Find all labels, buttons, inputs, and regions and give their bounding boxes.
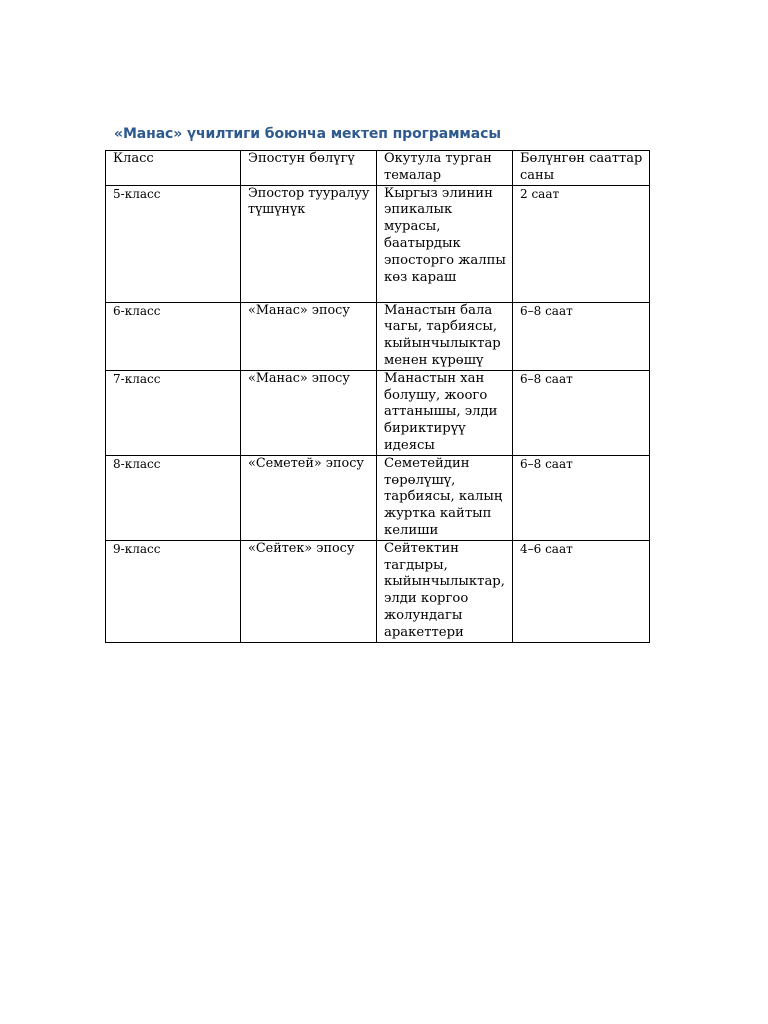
table-row [106, 540, 650, 642]
cell-class: 7-класс [106, 370, 241, 455]
cell-epic-part: Эпостор тууралуу түшүнүк [241, 185, 377, 302]
cell-topic: Сейтектин тагдыры, кыйынчылыктар, элди коргоо жолундагы аракеттери [377, 540, 513, 642]
cell-hours: 6–8 саат [513, 302, 650, 370]
cell-hours: 2 саат [513, 185, 650, 302]
cell-topic: Кыргыз элинин эпикалык мурасы, баатырдык эпосторго жалпы көз караш [377, 185, 513, 302]
cell-class: 6-класс [106, 302, 241, 370]
cell-class: 5-класс [106, 185, 241, 302]
cell-epic-part: «Сейтек» эпосу [241, 540, 377, 642]
header-topics: Окутула турган темалар [377, 151, 513, 186]
cell-epic-part: «Семетей» эпосу [241, 455, 377, 540]
cell-class: 9-класс [106, 540, 241, 642]
cell-epic-part: «Манас» эпосу [241, 302, 377, 370]
cell-epic-part: «Манас» эпосу [241, 370, 377, 455]
cell-topic: Манастын хан болушу, жоого аттанышы, элди бириктирүү идеясы [377, 370, 513, 455]
table-header-row [106, 151, 650, 186]
cell-class: 8-класс [106, 455, 241, 540]
program-table [105, 150, 650, 643]
document-title: «Манас» үчилтиги боюнча мектеп программасы [114, 126, 501, 142]
table-row [106, 455, 650, 540]
cell-hours: 4–6 саат [513, 540, 650, 642]
header-class: Класс [106, 151, 241, 186]
table-row [106, 302, 650, 370]
header-hours: Бөлүнгөн сааттар саны [513, 151, 650, 186]
header-epic-part: Эпостун бөлүгү [241, 151, 377, 186]
table-row [106, 370, 650, 455]
cell-hours: 6–8 саат [513, 455, 650, 540]
cell-topic: Манастын бала чагы, тарбиясы, кыйынчылыктар менен күрөшү [377, 302, 513, 370]
cell-hours: 6–8 саат [513, 370, 650, 455]
cell-topic: Семетейдин төрөлүшү, тарбиясы, калың журтка кайтып келиши [377, 455, 513, 540]
table-row [106, 185, 650, 302]
